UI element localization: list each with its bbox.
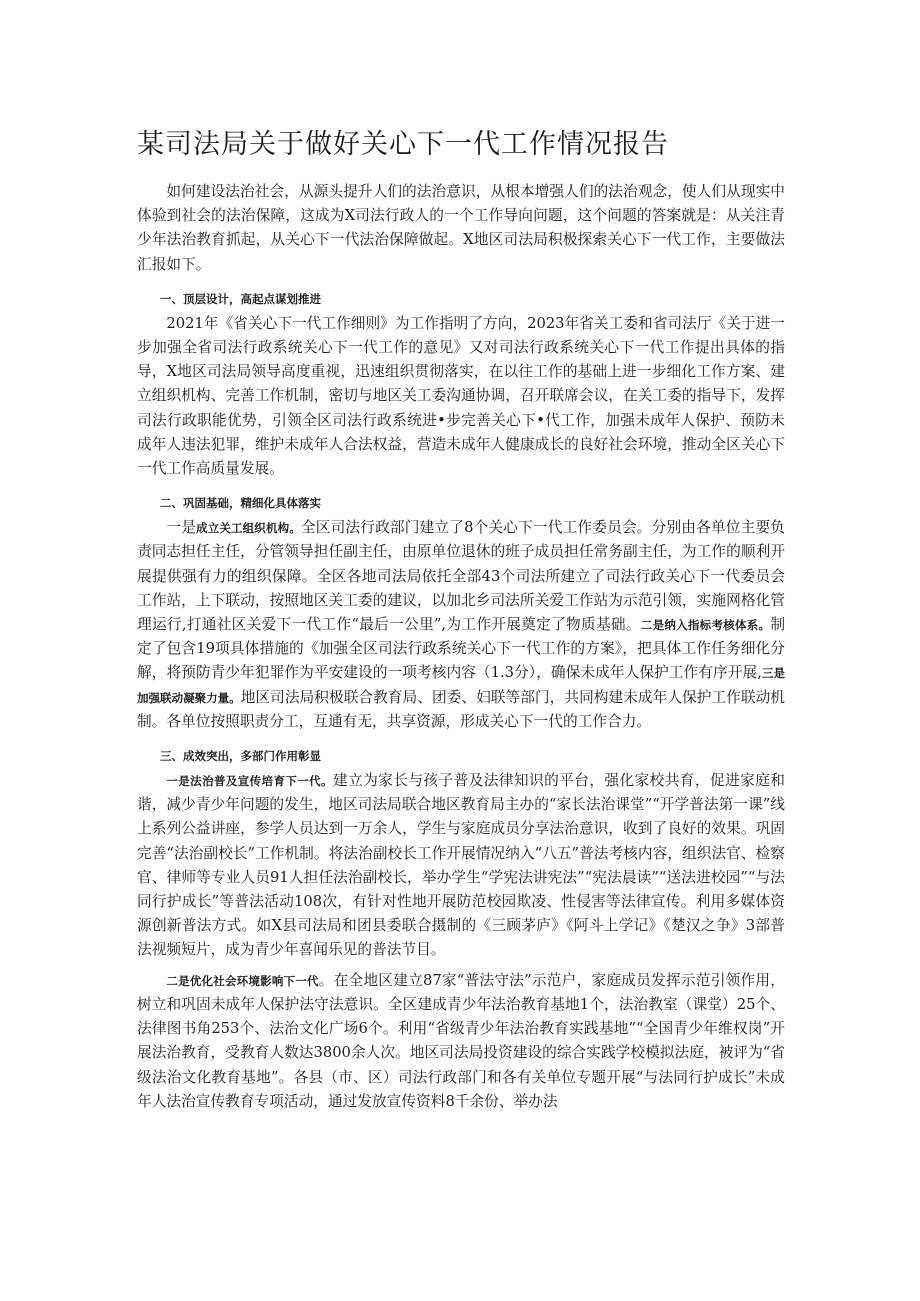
section-2-key-2: 二是纳入指标考核体系。 [640,618,771,633]
section-3-text-2: 。在全地区建立87家“普法守法”示范户，家庭成员发挥示范引领作用，树立和巩固未成年人保护法守法意识。全区建成青少年法治教育基地1个，法治教室（课堂）25个、法律图书角253个、法治文化广场6个。利用“省级青少年法治教育实践基地”“全国青少年维权岗”开展法治教育，受教育人数达3800余人次。地区司法局投资建设的综合实践学校模拟法庭，被评为“省级法治文化教育基地”。各县（市、区）司法行政部门和各有关单位专题开展“与法同行护成长”未成年人法治宣传教育专项活动，通过发放宣传资料8千余份、举办法 [137,971,785,1110]
section-2-key-1: 成立关工组织机构。 [196,521,301,536]
section-2-text-1: 全区司法行政部门建立了8个关心下一代工作委员会。分别由各单位主要负责同志担任主任，分管领导担任副主任，由原单位退休的班子成员担任常务副主任，为工作的顺利开展提供强有力的组织保障。全区各地司法局依托全部43个司法所建立了司法行政关心下一代委员会工作站，上下联动，按照地区关工委的建议，以加北乡司法所关爱工作站为示范引领，实施网格化管理运行,打通社区关爱下一代工作“最后一公里”,为工作开展奠定了物质基础。 [137,519,785,634]
document-title: 某司法局关于做好关心下一代工作情况报告 [137,129,669,160]
section-2-lead-1: 一是 [166,519,197,537]
section-2-heading: 二、巩固基础，精细化具体落实 [160,496,321,511]
section-3-paragraph-2 [137,969,785,1114]
section-1-paragraph: 2021年《省关心下一代工作细则》为工作指明了方向，2023年省关工委和省司法厅《关于进一步加强全省司法行政系统关心下一代工作的意见》又对司法行政系统关心下一代工作提出具体的指导，X地区司法局领导高度重视，迅速组织贯彻落实，在以往工作的基础上进一步细化工作方案、建立组织机构、完善工作机制，密切与地区关工委沟通协调，召开联席会议，在关工委的指导下，发挥司法行政职能优势，引领全区司法行政系统进•步完善关心下•代工作，加强未成年人保护、预防未成年人违法犯罪，维护未成年人合法权益，营造未成年人健康成长的良好社会环境，推动全区关心下一代工作高质量发展。 [137,314,785,478]
section-3-paragraph-1 [137,769,785,963]
section-2-key-3: 三是加强联动凝聚力量。 [137,666,786,705]
section-2-text-3: 地区司法局积极联合教育局、团委、妇联等部门，共同构建未成年人保护工作联动机制。各单位按照职责分工，互通有无，共享资源，形成关心下一代的工作合力。 [137,688,785,730]
section-3-heading: 三、成效突出，多部门作用彰显 [160,749,321,764]
section-2-text-2: 制定了包含19项具体措施的《加强全区司法行政系统关心下一代工作的方案》，把具体工作任务细化分解，将预防青少年犯罪作为平安建设的一项考核内容（1.3分），确保未成年人保护工作有序开展, [137,616,786,682]
section-1-heading: 一、顶层设计，高起点谋划推进 [160,291,321,306]
intro-paragraph: 如何建设法治社会，从源头提升人们的法治意识，从根本增强人们的法治观念，使人们从现实中体验到社会的法治保障，这成为X司法行政人的一个工作导向问题，这个问题的答案就是：从关注青少年法治教育抓起，从关心下一代法治保障做起。X地区司法局积极探索关心下一代工作，主要做法汇报如下。 [137,183,785,273]
section-3-key-1: 一是法治普及宣传培育下一代。 [166,774,333,789]
section-2-paragraph [137,516,785,734]
section-3-key-2: 二是优化社会环境影响下一代 [166,973,319,988]
document-body [137,180,785,1114]
section-3-text-1: 建立为家长与孩子普及法律知识的平台，强化家校共育，促进家庭和谐，减少青少年问题的发生，地区司法局联合地区教育局主办的“家长法治课堂”“开学普法第一课”线上系列公益讲座，参学人员达到一万余人，学生与家庭成员分享法治意识，收到了良好的效果。巩固完善“法治副校长”工作机制。将法治副校长工作开展情况纳入“八五”普法考核内容，组织法官、检察官、律师等专业人员91人担任法治副校长，举办学生“学宪法讲宪法”“宪法晨读”“送法进校园”“与法同行护成长”等普法活动108次，有针对性地开展防范校园欺凌、性侵害等法律宣传。利用多媒体资源创新普法方式。如X县司法局和团县委联合摄制的《三顾茅庐》《阿斗上学记》《楚汉之争》3部普法视频短片，成为青少年喜闻乐见的普法节目。 [137,772,785,959]
